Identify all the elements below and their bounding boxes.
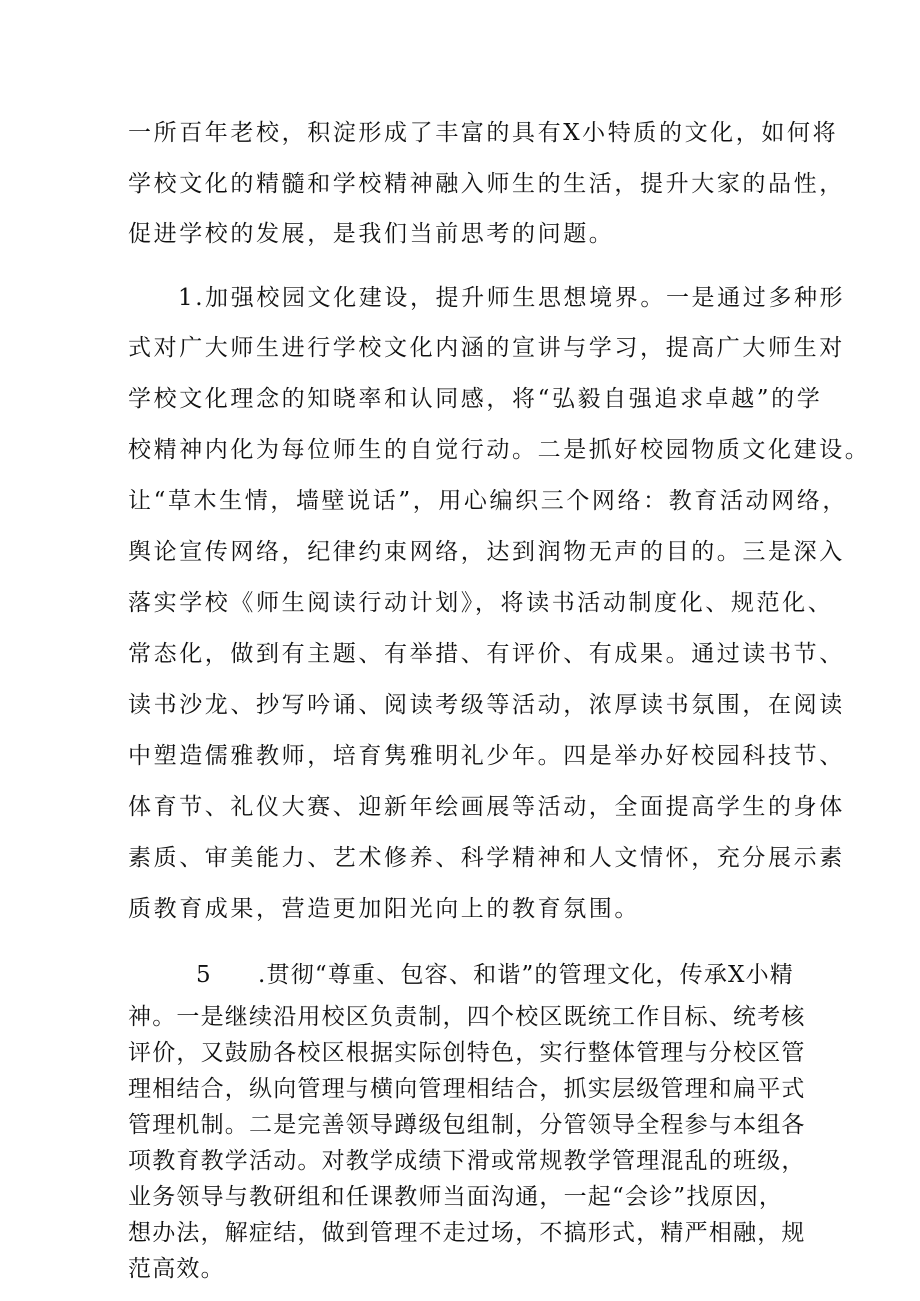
section-2-line: 理相结合，纵向管理与横向管理相结合，抓实层级管理和扁平式 [128, 1076, 806, 1102]
section-1-line: 体育节、礼仪大赛、迎新年绘画展等活动，全面提高学生的身体 [128, 794, 845, 820]
section-1-line: 1.加强校园文化建设，提升师生思想境界。一是通过多种形 [178, 285, 846, 311]
section-2-line: 管理机制。二是完善领导蹲级包组制，分管领导全程参与本组各 [128, 1112, 806, 1138]
section-2-line: 想办法，解症结，做到管理不走过场，不搞形式，精严相融，规 [128, 1220, 806, 1246]
section-1-line: 落实学校《师生阅读行动计划》，将读书活动制度化、规范化、 [128, 590, 834, 616]
section-1-line: 读书沙龙、抄写吟诵、阅读考级等活动，浓厚读书氛围，在阅读 [128, 692, 845, 718]
section-2-line: 范高效。 [128, 1256, 225, 1282]
section-2-line: 项教育教学活动。对教学成绩下滑或常规教学管理混乱的班级， [128, 1148, 806, 1174]
section-2-line: 评价，又鼓励各校区根据实际创特色，实行整体管理与分校区管 [128, 1040, 806, 1066]
intro-line: 一所百年老校，积淀形成了丰富的具有X小特质的文化，如何将 [128, 120, 839, 146]
section-1-line: 中塑造儒雅教师，培育隽雅明礼少年。四是举办好校园科技节、 [128, 743, 845, 769]
section-1-line: 校精神内化为每位师生的自觉行动。二是抓好校园物质文化建设。 [128, 437, 871, 463]
section-1-line: 舆论宣传网络，纪律约束网络，达到润物无声的目的。三是深入 [128, 539, 845, 565]
section-1-line: 让“草木生情，墙壁说话”，用心编织三个网络：教育活动网络， [128, 488, 848, 514]
section-1-line: 常态化，做到有主题、有举措、有评价、有成果。通过读书节、 [128, 641, 845, 667]
section-1-line: 学校文化理念的知晓率和认同感，将“弘毅自强追求卓越”的学 [128, 386, 823, 412]
section-1-line: 质教育成果，营造更加阳光向上的教育氛围。 [128, 896, 640, 922]
section-2-line: 业务领导与教研组和任课教师当面沟通，一起“会诊”找原因， [128, 1184, 784, 1210]
intro-line: 促进学校的发展，是我们当前思考的问题。 [128, 221, 615, 247]
section-1-line: 式对广大师生进行学校文化内涵的宣讲与学习，提高广大师生对 [128, 335, 845, 361]
section-2-number: 5 [196, 962, 212, 988]
section-2-line: 神。一是继续沿用校区负责制，四个校区既统工作目标、统考核 [128, 1004, 806, 1030]
intro-line: 学校文化的精髓和学校精神融入师生的生活，提升大家的品性， [128, 171, 845, 197]
section-2-line: .贯彻“尊重、包容、和谐”的管理文化，传承X小精 [258, 962, 795, 988]
section-1-line: 素质、审美能力、艺术修养、科学精神和人文情怀，充分展示素 [128, 845, 845, 871]
